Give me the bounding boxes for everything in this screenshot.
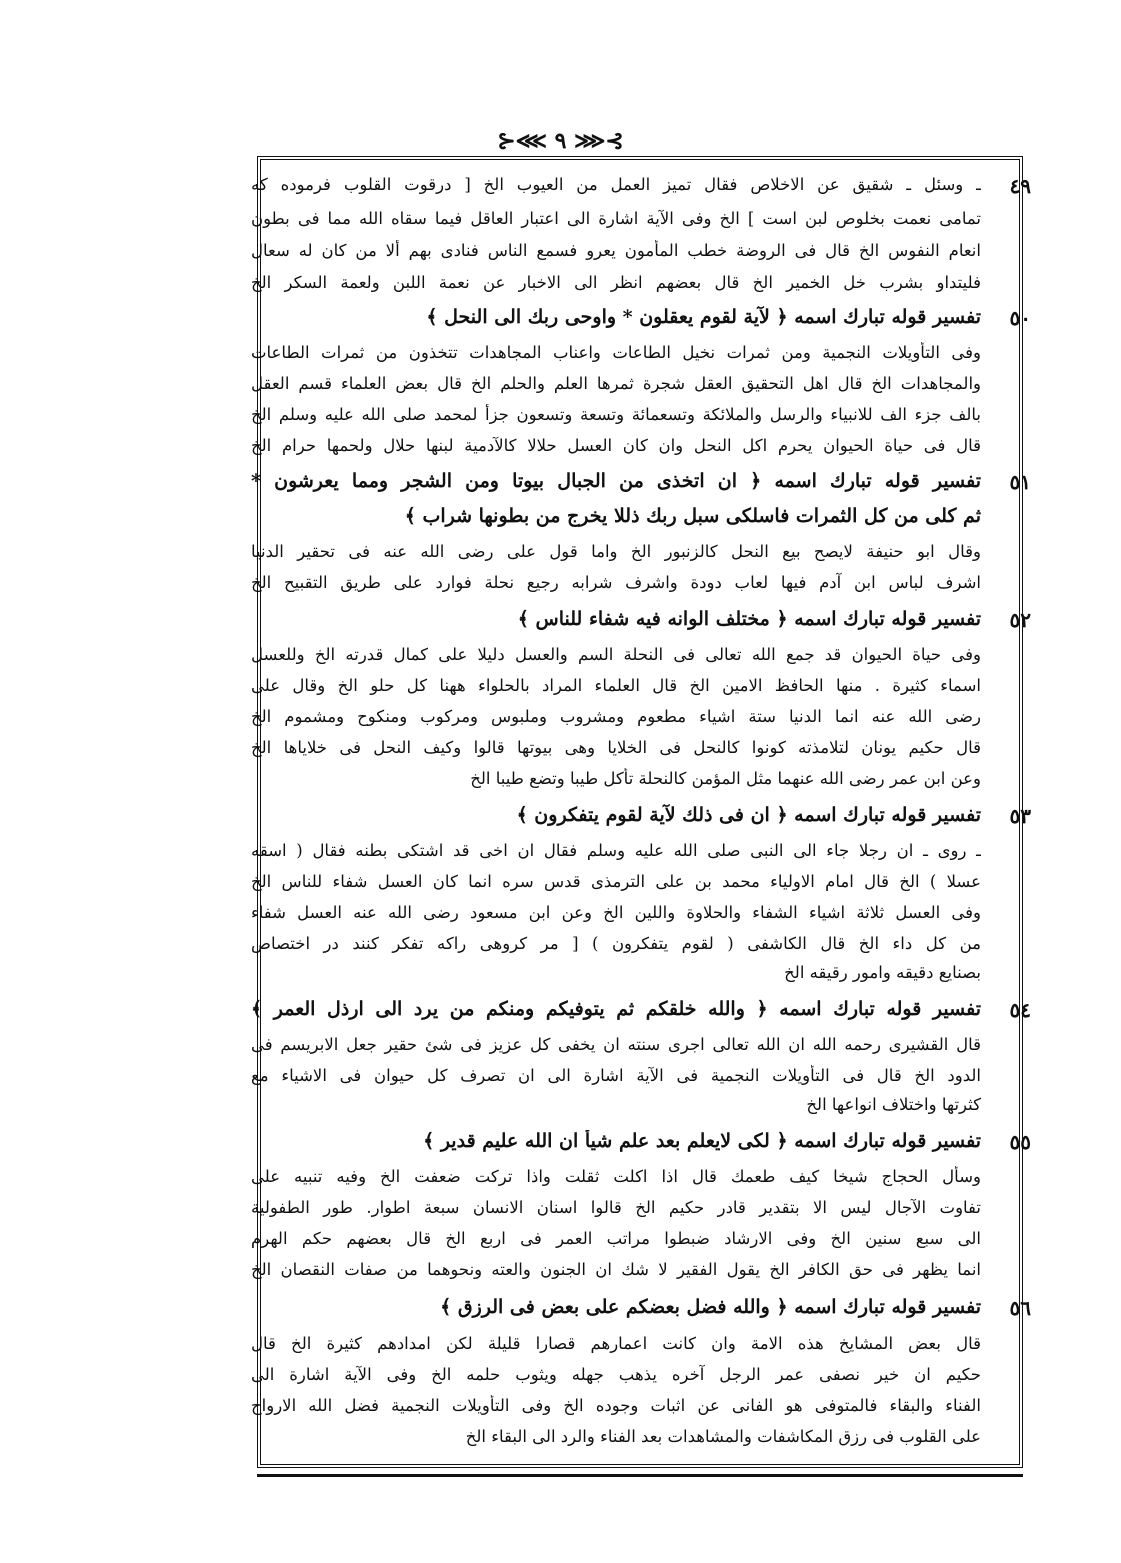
text-line: وفى التأويلات النجمية ومن ثمرات نخيل الطاعات واعناب المجاهدات تتخذون من ثمرات الطاعات bbox=[251, 343, 981, 362]
text-line: بصنايع دقيقه وامور رقيقه الخ bbox=[784, 963, 981, 982]
section-heading-continued: ثم كلى من كل الثمرات فاسلكى سبل ربك ذللا يخرج من بطونها شراب ﴾ bbox=[404, 505, 981, 527]
text-line: تمامى نعمت بخلوص لبن است ] الخ وفى الآية اشارة الى اعتبار العاقل فيما سقاه الله مما فى بطون bbox=[251, 209, 981, 228]
text-line: وفى حياة الحيوان قد جمع الله تعالى فى النحلة السم والعسل دليلا على كمال قدرته الخ وللعسل bbox=[251, 645, 981, 664]
section-number: ٥٤ bbox=[1009, 998, 1031, 1022]
section-heading: تفسير قوله تبارك اسمه ﴿ والله خلقكم ثم يتوفيكم ومنكم من يرد الى ارذل العمر ﴾ bbox=[251, 998, 981, 1020]
section-heading: تفسير قوله تبارك اسمه ﴿ ان اتخذى من الجبال بيوتا ومن الشجر ومما يعرشون * bbox=[251, 470, 981, 492]
text-line: قال فى حياة الحيوان يحرم اكل النحل وان كان العسل حلالا كالآدمية لبنها حلال ولحمها حرام الخ bbox=[251, 436, 981, 455]
text-line: الفناء والبقاء فالمتوفى هو الفانى عن اثبات وجوده الخ وفى التأويلات النجمية فضل الله الارواح bbox=[251, 1396, 981, 1415]
section-number: ٥١ bbox=[1009, 470, 1031, 494]
text-line: انما يظهر فى حق الكافر الخ يقول الفقير لا شك ان الجنون والعته ونحوهما من صفات النقصان الخ bbox=[251, 1260, 981, 1279]
page-header bbox=[0, 128, 1121, 154]
text-line: فليتداو بشرب خل الخمير الخ قال بعضهم انظر الى الاخبار عن نعمة اللبن ولعمة السكر الخ bbox=[251, 273, 981, 292]
text-line: على القلوب فى رزق المكاشفات والمشاهدات بعد الفناء والرد الى البقاء الخ bbox=[465, 1427, 981, 1446]
section-number: ٥٢ bbox=[1009, 608, 1031, 632]
text-line: كثرتها واختلاف انواعها الخ bbox=[806, 1095, 981, 1114]
text-line: الى سبع سنين الخ وفى الارشاد ضبطوا مراتب العمر فى اربع الخ قال بعضهم حكم الهرم bbox=[251, 1229, 981, 1248]
text-line: ـ روى ـ ان رجلا جاء الى النبى صلى الله عليه وسلم فقال ان اخى قد اشتكى بطنه فقال ( اسقه bbox=[251, 841, 981, 860]
text-line: عسلا ) الخ قال امام الاولياء محمد بن على الترمذى قدس سره انما كان العسل شفاء للناس الخ bbox=[251, 872, 981, 891]
ornament-left: ⊱⋘ bbox=[497, 128, 555, 154]
text-line: انعام النفوس الخ قال فى الروضة خطب المأمون يعرو فسمع الناس فنادى بهم ألا من كان له سعال bbox=[251, 241, 981, 260]
text-line: وعن ابن عمر رضى الله عنهما مثل المؤمن كالنحلة تأكل طيبا وتضع طيبا الخ bbox=[470, 769, 981, 788]
frame-bottom-rule bbox=[257, 1474, 1023, 1477]
text-line: قال بعض المشايخ هذه الامة وان كانت اعمارهم قصارا قليلة لكن امدادهم كثيرة الخ قال bbox=[251, 1334, 981, 1353]
text-line: تفاوت الآجال ليس الا بتقدير قادر حكيم الخ قالوا اسنان الانسان سبعة اطوار. طور الطفولية bbox=[251, 1198, 981, 1217]
text-line: من كل داء الخ قال الكاشفى ( لقوم يتفكرون ) [ مر كروهى راكه تفكر كنند در اختصاص bbox=[251, 934, 981, 953]
text-line: بالف جزء الف للانبياء والرسل والملائكة وتسعمائة وتسعة وتسعون جزأ لمحمد صلى الله عليه وسلم الخ bbox=[251, 405, 981, 424]
section-number: ٥٥ bbox=[1009, 1130, 1031, 1154]
text-line: ـ وسئل ـ شقيق عن الاخلاص فقال تميز العمل من العيوب الخ [ درقوت القلوب فرموده كه bbox=[251, 175, 981, 194]
text-line: والمجاهدات الخ قال اهل التحقيق العقل شجرة ثمرها العلم والحلم الخ قال بعض العلماء قسم العقل bbox=[251, 374, 981, 393]
text-line: الدود الخ قال فى التأويلات النجمية فى الآية اشارة الى ان تصرف كل حيوان فى الاشياء مع bbox=[251, 1066, 981, 1085]
section-number: ٥٦ bbox=[1009, 1296, 1031, 1320]
ornament-right: ⋙⊰ bbox=[566, 128, 624, 154]
text-line: وقال ابو حنيفة لايصح بيع النحل كالزنبور الخ واما قول على رضى الله عنه فى تحقير الدنيا bbox=[251, 542, 981, 561]
section-heading: تفسير قوله تبارك اسمه ﴿ ان فى ذلك لآية لقوم يتفكرون ﴾ bbox=[516, 804, 981, 826]
section-number: ٥٠ bbox=[1009, 306, 1031, 330]
text-line: اسماء كثيرة . منها الحافظ الامين الخ قال العلماء المراد بالحلواء ههنا كل حلو الخ وقال على bbox=[251, 676, 981, 695]
section-number: ٥٣ bbox=[1009, 804, 1031, 828]
text-line: رضى الله عنه انما الدنيا ستة اشياء مطعوم ومشروب وملبوس ومركوب ومنكوح ومشموم الخ bbox=[251, 707, 981, 726]
section-heading: تفسير قوله تبارك اسمه ﴿ لكى لايعلم بعد علم شيأ ان الله عليم قدير ﴾ bbox=[423, 1130, 981, 1152]
page-number: ٩ bbox=[554, 128, 567, 154]
section-heading: تفسير قوله تبارك اسمه ﴿ والله فضل بعضكم على بعض فى الرزق ﴾ bbox=[440, 1296, 981, 1318]
text-line: قال حكيم يونان لتلامذته كونوا كالنحل فى الخلايا وهى بيوتها قالوا وكيف النحل فى خلاياها الخ bbox=[251, 738, 981, 757]
text-line: وفى العسل ثلاثة اشياء الشفاء والحلاوة واللين الخ وعن ابن مسعود رضى الله عنه العسل شفاء bbox=[251, 903, 981, 922]
section-heading: تفسير قوله تبارك اسمه ﴿ مختلف الوانه فيه شفاء للناس ﴾ bbox=[517, 608, 981, 630]
text-line: حكيم ان خير نصفى عمر الرجل آخره يذهب جهله ويثوب حلمه الخ وفى الآية اشارة الى bbox=[251, 1365, 981, 1384]
text-line: اشرف لباس ابن آدم فيها لعاب دودة واشرف شرابه رجيع نحلة فوارد على طريق التقبيح الخ bbox=[251, 573, 981, 592]
section-number: ٤٩ bbox=[1009, 174, 1031, 198]
text-line: قال القشيرى رحمه الله ان الله تعالى اجرى سنته ان يخفى كل عزيز فى شئ حقير جعل الابريسم فى bbox=[251, 1035, 981, 1054]
text-line: وسأل الحجاج شيخا كيف طعمك قال اذا اكلت ثقلت واذا تركت ضعفت الخ وفيه تنبيه على bbox=[251, 1167, 981, 1186]
section-heading: تفسير قوله تبارك اسمه ﴿ لآية لقوم يعقلون * واوحى ربك الى النحل ﴾ bbox=[426, 306, 981, 328]
